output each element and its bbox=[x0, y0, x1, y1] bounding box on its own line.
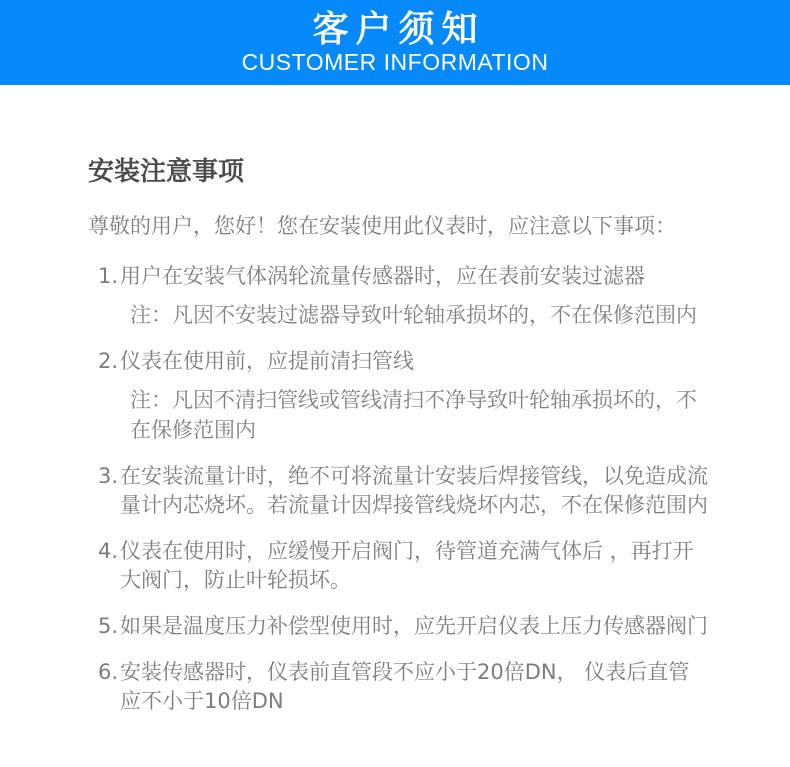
list-item-number: 4. bbox=[98, 539, 119, 563]
list-item-4 bbox=[88, 537, 710, 595]
list-item-body bbox=[120, 262, 710, 330]
list-item-number: 3. bbox=[98, 464, 119, 488]
list-item-body bbox=[120, 462, 710, 520]
banner-subtitle: CUSTOMER INFORMATION bbox=[241, 49, 549, 76]
list-item-6 bbox=[88, 658, 710, 716]
list-item-note: 注：凡因不清扫管线或管线清扫不净导致叶轮轴承损坏的，不在保修范围内 bbox=[130, 388, 697, 442]
list-item-body bbox=[120, 612, 710, 641]
list-item-text: 仪表在使用时，应缓慢开启阀门，待管道充满气体后 ，再打开大阀门，防止叶轮损坏。 bbox=[120, 539, 694, 592]
list-item-body bbox=[120, 658, 710, 716]
notice-list bbox=[88, 262, 710, 716]
list-item-number: 2. bbox=[98, 349, 119, 373]
list-item-number: 1. bbox=[98, 264, 119, 288]
list-item-5 bbox=[88, 612, 710, 641]
list-item-1 bbox=[88, 262, 710, 330]
list-item-number: 6. bbox=[98, 660, 119, 684]
list-item-text: 安装传感器时，仪表前直管段不应小于20倍DN， 仪表后直管应不小于10倍DN bbox=[120, 660, 690, 713]
notice-content bbox=[0, 157, 790, 716]
list-item-text: 仪表在使用前，应提前清扫管线 bbox=[120, 349, 414, 373]
list-item-number: 5. bbox=[98, 614, 119, 638]
customer-information-banner bbox=[0, 0, 790, 85]
list-item-text: 用户在安装气体涡轮流量传感器时，应在表前安装过滤器 bbox=[120, 264, 645, 288]
banner-title: 客户须知 bbox=[312, 8, 485, 50]
list-item-body bbox=[120, 347, 710, 445]
section-heading: 安装注意事项 bbox=[88, 157, 245, 187]
intro-text: 尊敬的用户，您好！您在安装使用此仪表时，应注意以下事项： bbox=[88, 214, 676, 238]
list-item-note: 注：凡因不安装过滤器导致叶轮轴承损坏的，不在保修范围内 bbox=[130, 303, 697, 327]
list-item-3 bbox=[88, 462, 710, 520]
list-item-body bbox=[120, 537, 710, 595]
list-item-text: 如果是温度压力补偿型使用时，应先开启仪表上压力传感器阀门 bbox=[120, 614, 708, 638]
list-item-2 bbox=[88, 347, 710, 445]
list-item-text: 在安装流量计时，绝不可将流量计安装后焊接管线，以免造成流量计内芯烧坏。若流量计因焊接管线烧坏内芯，不在保修范围内 bbox=[120, 464, 708, 517]
